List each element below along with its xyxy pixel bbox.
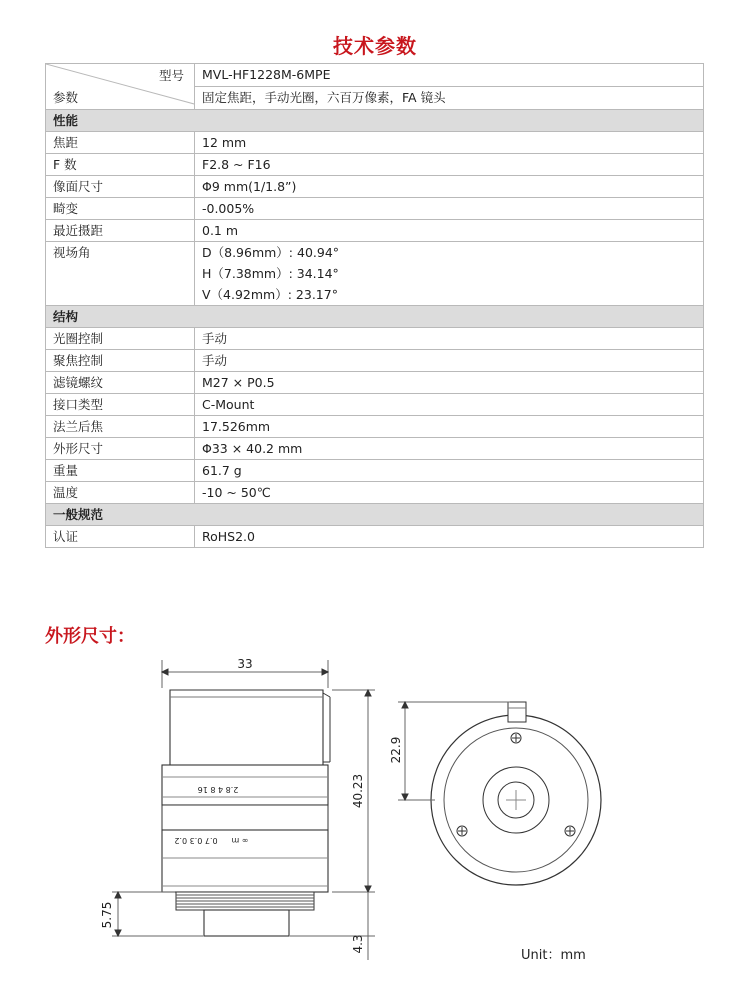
param-value: 0.1 m bbox=[195, 220, 704, 242]
table-row bbox=[46, 416, 704, 438]
dim-knob: 22.9 bbox=[389, 736, 403, 764]
param-value-line: D（8.96mm）: 40.94° bbox=[202, 245, 340, 260]
param-value: 17.526mm bbox=[195, 416, 704, 438]
param-value: F2.8 ~ F16 bbox=[195, 154, 704, 176]
section-row bbox=[46, 110, 704, 132]
param-key: 滤镜螺纹 bbox=[46, 372, 195, 394]
table-row bbox=[46, 372, 704, 394]
model-cell bbox=[195, 64, 704, 110]
param-value-line: H（7.38mm）: 34.14° bbox=[202, 266, 339, 281]
focus-distance-scale: 0.7 0.3 0.2 bbox=[174, 836, 218, 845]
dim-height: 40.23 bbox=[351, 773, 365, 809]
table-row bbox=[46, 460, 704, 482]
table-row bbox=[46, 482, 704, 504]
infinity-mark: ∞ m bbox=[231, 836, 249, 845]
section-row bbox=[46, 306, 704, 328]
param-key: 像面尺寸 bbox=[46, 176, 195, 198]
table-row bbox=[46, 394, 704, 416]
dim-mount: 5.75 bbox=[100, 901, 114, 929]
dimension-drawing bbox=[0, 640, 750, 970]
param-key: 焦距 bbox=[46, 132, 195, 154]
param-value-line: V（4.92mm）: 23.17° bbox=[202, 287, 338, 302]
param-key: 重量 bbox=[46, 460, 195, 482]
section-row bbox=[46, 504, 704, 526]
param-value bbox=[195, 242, 704, 306]
param-key: 畸变 bbox=[46, 198, 195, 220]
param-label: 参数 bbox=[53, 90, 79, 105]
table-row bbox=[46, 132, 704, 154]
param-value: RoHS2.0 bbox=[195, 526, 704, 548]
diagonal-header-cell bbox=[46, 64, 195, 110]
f-number-scale: 2.8 4 8 16 bbox=[197, 785, 239, 794]
param-key: 聚焦控制 bbox=[46, 350, 195, 372]
table-row bbox=[46, 328, 704, 350]
param-value: -0.005% bbox=[195, 198, 704, 220]
param-value: 手动 bbox=[195, 350, 704, 372]
dimensions-title: 外形尺寸： bbox=[45, 626, 135, 647]
section-title: 性能 bbox=[46, 110, 704, 132]
table-row bbox=[46, 350, 704, 372]
param-value: 12 mm bbox=[195, 132, 704, 154]
param-key: 接口类型 bbox=[46, 394, 195, 416]
param-key: 最近摄距 bbox=[46, 220, 195, 242]
param-value: M27 × P0.5 bbox=[195, 372, 704, 394]
param-key: F 数 bbox=[46, 154, 195, 176]
table-row bbox=[46, 154, 704, 176]
param-key: 法兰后焦 bbox=[46, 416, 195, 438]
model-label: 型号 bbox=[158, 68, 184, 83]
section-title: 一般规范 bbox=[46, 504, 704, 526]
dim-width: 33 bbox=[237, 657, 253, 671]
param-value: Φ9 mm(1/1.8”) bbox=[195, 176, 704, 198]
table-row bbox=[46, 242, 704, 306]
param-key: 光圈控制 bbox=[46, 328, 195, 350]
param-key: 认证 bbox=[46, 526, 195, 548]
param-value: Φ33 × 40.2 mm bbox=[195, 438, 704, 460]
param-key: 外形尺寸 bbox=[46, 438, 195, 460]
spec-table bbox=[45, 63, 704, 548]
model-value: MVL-HF1228M-6MPE bbox=[195, 64, 703, 87]
unit-label: Unit：mm bbox=[521, 948, 586, 963]
table-row bbox=[46, 220, 704, 242]
table-row bbox=[46, 198, 704, 220]
table-row bbox=[46, 176, 704, 198]
param-key: 视场角 bbox=[46, 242, 195, 306]
param-value: C-Mount bbox=[195, 394, 704, 416]
model-desc: 固定焦距，手动光圈，六百万像素，FA 镜头 bbox=[202, 90, 446, 105]
param-value: 手动 bbox=[195, 328, 704, 350]
table-row bbox=[46, 526, 704, 548]
dim-back: 4.3 bbox=[351, 934, 365, 954]
page-title: 技术参数 bbox=[333, 34, 417, 58]
table-header-row bbox=[46, 64, 704, 110]
param-key: 温度 bbox=[46, 482, 195, 504]
section-title: 结构 bbox=[46, 306, 704, 328]
param-value: 61.7 g bbox=[195, 460, 704, 482]
table-row bbox=[46, 438, 704, 460]
param-value: -10 ~ 50℃ bbox=[195, 482, 704, 504]
